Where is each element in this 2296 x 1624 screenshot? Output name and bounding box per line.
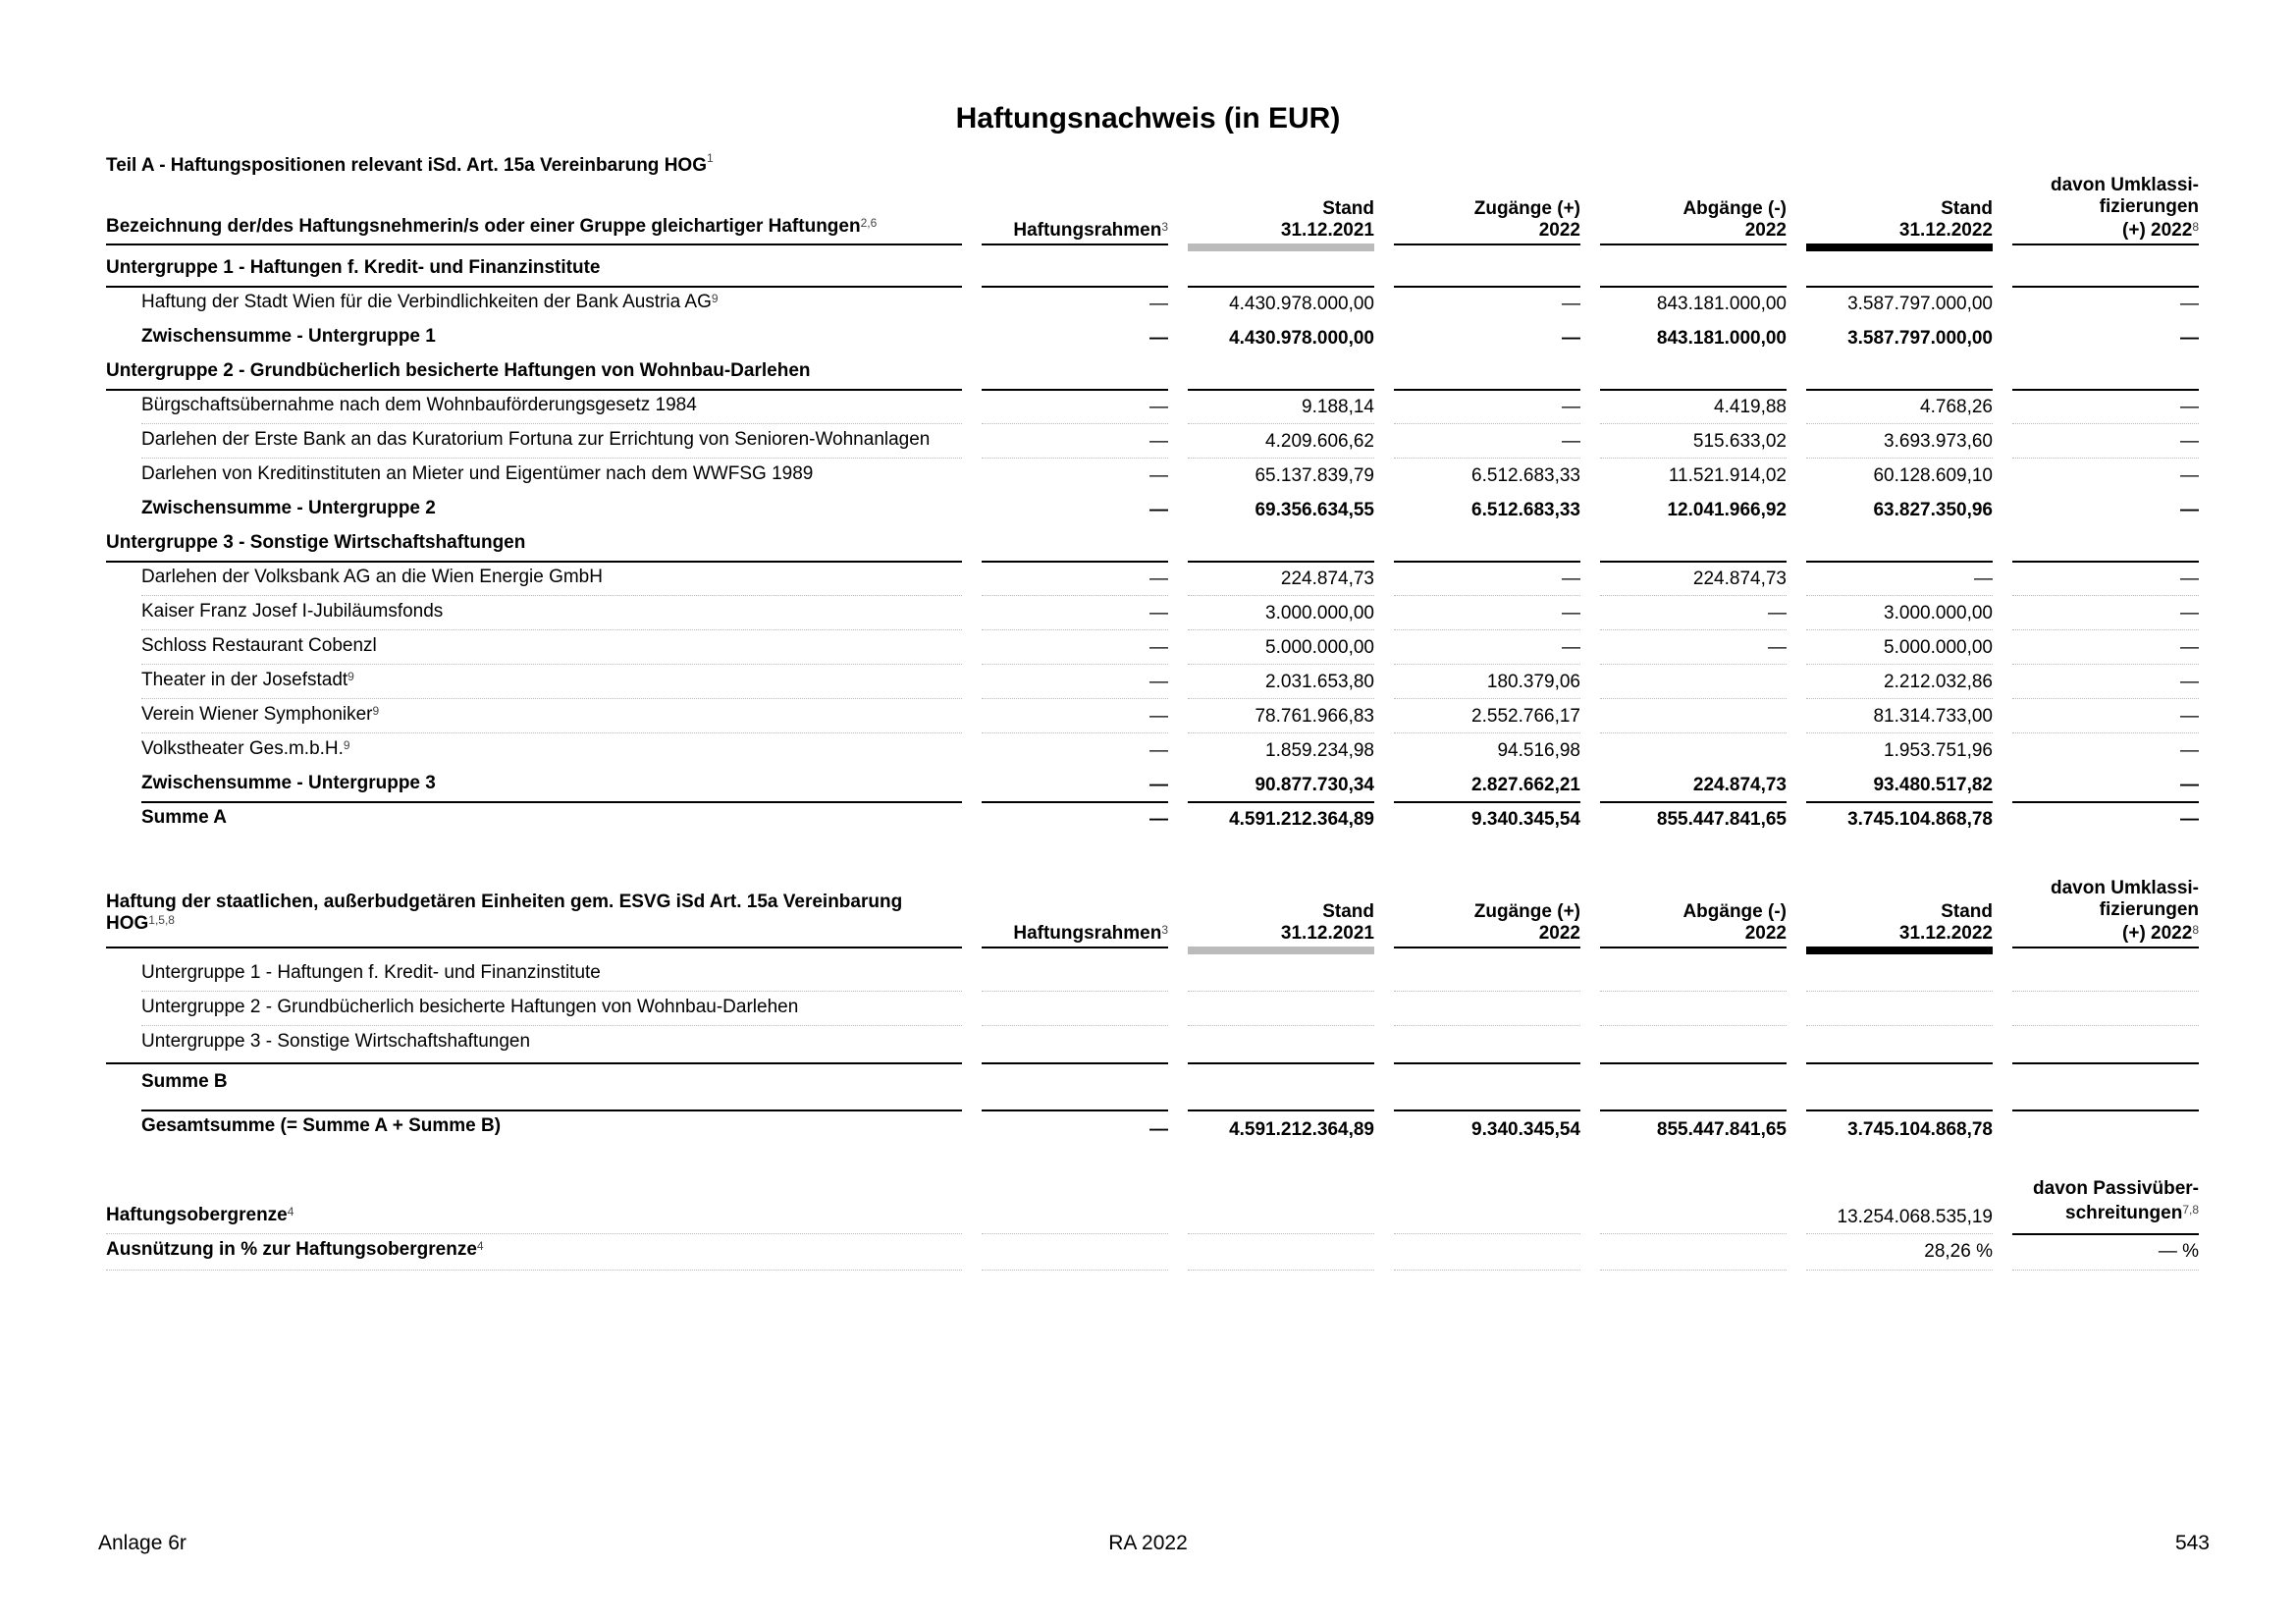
ausnuetzung-value: 28,26 % xyxy=(1924,1241,1993,1262)
row-divider xyxy=(141,1025,962,1026)
table-cell: — xyxy=(2180,637,2199,658)
row-divider xyxy=(982,991,1168,992)
header-stand-2021: Stand xyxy=(1322,198,1374,219)
table-cell: — xyxy=(1562,568,1580,589)
table-cell: — xyxy=(2180,431,2199,452)
row-divider xyxy=(1188,423,1374,424)
gesamtsumme-cell: — xyxy=(1149,1119,1168,1140)
row-divider xyxy=(141,991,962,992)
row-divider xyxy=(1394,664,1580,665)
header-highlight-2022 xyxy=(1806,244,1993,251)
header-abgaenge: Abgänge (-) xyxy=(1682,198,1787,219)
table-cell: 3.000.000,00 xyxy=(1884,603,1993,623)
group-rule xyxy=(2012,389,2199,391)
table-cell: — xyxy=(1149,294,1168,314)
row-divider xyxy=(982,1233,1168,1234)
row-divider xyxy=(141,732,962,733)
table-cell: 855.447.841,65 xyxy=(1656,809,1787,830)
row-divider xyxy=(1806,629,1993,630)
row-divider xyxy=(1600,991,1787,992)
row-divider xyxy=(1188,698,1374,699)
header-stand-2022-date: 31.12.2022 xyxy=(1898,220,1993,241)
row-divider xyxy=(2012,991,2199,992)
row-divider xyxy=(1600,732,1787,733)
summe-b-rule xyxy=(1188,1110,1374,1111)
group-rule xyxy=(982,286,1168,288)
ausnuetzung-passiv: — % xyxy=(2158,1241,2199,1262)
part-b-title: Haftung der staatlichen, außerbudgetären Einheiten gem. ESVG iSd Art. 15a Vereinbarung HOG$^{1,5,8}$ xyxy=(106,892,903,934)
footer-center: RA 2022 xyxy=(1108,1532,1188,1554)
table-cell: — xyxy=(1149,809,1168,830)
row-divider xyxy=(1188,1233,1374,1234)
header-umklass-2: fizierungen xyxy=(2099,899,2199,920)
row-divider xyxy=(982,664,1168,665)
table-cell: — xyxy=(2180,775,2199,795)
row-divider xyxy=(982,1270,1168,1271)
row-divider xyxy=(1600,1233,1787,1234)
row-divider xyxy=(982,732,1168,733)
group-rule xyxy=(1806,286,1993,288)
row-divider xyxy=(1806,423,1993,424)
row-divider xyxy=(1394,423,1580,424)
footer-left: Anlage 6r xyxy=(98,1532,187,1554)
row-divider xyxy=(1600,664,1787,665)
header-rule xyxy=(1600,947,1787,948)
table-cell: 180.379,06 xyxy=(1486,672,1580,692)
row-divider xyxy=(2012,664,2199,665)
row-divider xyxy=(106,1270,962,1271)
table-cell: — xyxy=(1562,603,1580,623)
header-zugaenge: Zugänge (+) xyxy=(1473,198,1580,219)
table-cell: 4.419,88 xyxy=(1714,397,1787,417)
group-rule xyxy=(2012,286,2199,288)
part-b-row-label: Untergruppe 3 - Sonstige Wirtschaftshaftungen xyxy=(141,1031,531,1052)
group-rule xyxy=(1600,561,1787,563)
gesamtsumme-cell: 9.340.345,54 xyxy=(1471,1119,1580,1140)
table-cell: 3.745.104.868,78 xyxy=(1847,809,1993,830)
group-heading: Untergruppe 2 - Grundbücherlich besicherte Haftungen von Wohnbau-Darlehen xyxy=(106,360,811,381)
table-cell: — xyxy=(2180,568,2199,589)
gesamtsumme-cell: 855.447.841,65 xyxy=(1656,1119,1787,1140)
group-rule xyxy=(982,389,1168,391)
row-divider xyxy=(1394,595,1580,596)
part-b-rule xyxy=(106,1062,962,1064)
group-rule xyxy=(1806,389,1993,391)
subtotal-rule xyxy=(1806,801,1993,803)
row-divider xyxy=(1188,991,1374,992)
header-zugaenge: Zugänge (+) xyxy=(1473,901,1580,922)
row-divider xyxy=(141,423,962,424)
summe-b-rule xyxy=(1600,1110,1787,1111)
table-row-label: Darlehen der Volksbank AG an die Wien Energie GmbH xyxy=(141,567,603,587)
table-cell: 224.874,73 xyxy=(1692,568,1787,589)
table-cell: 65.137.839,79 xyxy=(1255,465,1374,486)
table-cell: — xyxy=(2180,397,2199,417)
group-rule xyxy=(1600,389,1787,391)
row-divider xyxy=(1188,1025,1374,1026)
row-divider xyxy=(1394,458,1580,459)
row-divider xyxy=(1188,595,1374,596)
table-cell: 94.516,98 xyxy=(1497,740,1580,761)
table-cell: 2.031.653,80 xyxy=(1265,672,1374,692)
row-divider xyxy=(1806,1270,1993,1271)
part-b-rule xyxy=(1394,1062,1580,1064)
row-divider xyxy=(1188,664,1374,665)
subtotal-rule xyxy=(141,801,962,803)
table-cell: 1.953.751,96 xyxy=(1884,740,1993,761)
table-cell: — xyxy=(1149,465,1168,486)
subtotal-rule xyxy=(1188,801,1374,803)
group-rule xyxy=(1806,561,1993,563)
table-row-label: Theater in der Josefstadt$^9$ xyxy=(141,670,354,690)
table-cell: — xyxy=(1768,637,1787,658)
row-divider xyxy=(2012,423,2199,424)
table-cell: 3.587.797.000,00 xyxy=(1847,328,1993,349)
subtotal-label: Zwischensumme - Untergruppe 2 xyxy=(141,498,436,518)
row-divider xyxy=(982,629,1168,630)
header-zugaenge-year: 2022 xyxy=(1538,220,1580,241)
subtotal-rule xyxy=(1600,801,1787,803)
row-divider xyxy=(141,664,962,665)
row-divider xyxy=(1806,1025,1993,1026)
part-b-rule xyxy=(1806,1062,1993,1064)
table-cell: — xyxy=(1149,775,1168,795)
row-divider xyxy=(2012,458,2199,459)
table-cell: — xyxy=(1149,328,1168,349)
table-cell: 81.314.733,00 xyxy=(1873,706,1993,727)
table-cell: 93.480.517,82 xyxy=(1873,775,1993,795)
table-cell: 3.693.973,60 xyxy=(1884,431,1993,452)
header-abgaenge-year: 2022 xyxy=(1744,220,1787,241)
passiv-header-2: schreitungen$^{7,8}$ xyxy=(2065,1203,2199,1223)
row-divider xyxy=(1806,1233,1993,1234)
table-cell: 4.591.212.364,89 xyxy=(1229,809,1374,830)
passiv-rule xyxy=(2012,1233,2199,1235)
row-divider xyxy=(1394,1025,1580,1026)
group-rule xyxy=(1394,561,1580,563)
table-cell: 78.761.966,83 xyxy=(1255,706,1374,727)
row-divider xyxy=(1394,991,1580,992)
ausnuetzung-label: Ausnützung in % zur Haftungsobergrenze$^4$ xyxy=(106,1239,484,1260)
header-abgaenge: Abgänge (-) xyxy=(1682,901,1787,922)
summe-b-rule xyxy=(2012,1110,2199,1111)
table-row-label: Darlehen der Erste Bank an das Kuratorium Fortuna zur Errichtung von Senioren-Wohnanlagen xyxy=(141,429,931,450)
row-divider xyxy=(1394,629,1580,630)
row-divider xyxy=(982,423,1168,424)
group-rule xyxy=(106,286,962,288)
header-highlight-2021 xyxy=(1188,947,1374,954)
group-rule xyxy=(982,561,1168,563)
table-cell: — xyxy=(1562,294,1580,314)
table-cell: 1.859.234,98 xyxy=(1265,740,1374,761)
header-umklass-3: (+) 2022$^8$ xyxy=(2122,923,2199,944)
table-cell: — xyxy=(2180,294,2199,314)
table-cell: 2.552.766,17 xyxy=(1471,706,1580,727)
header-umklass: davon Umklassi- xyxy=(2051,878,2199,898)
header-rule xyxy=(2012,244,2199,245)
row-divider xyxy=(1806,732,1993,733)
table-cell: 9.340.345,54 xyxy=(1471,809,1580,830)
header-rahmen: Haftungsrahmen$^3$ xyxy=(1013,923,1168,944)
table-cell: — xyxy=(2180,465,2199,486)
header-rule xyxy=(982,947,1168,948)
row-divider xyxy=(982,595,1168,596)
row-divider xyxy=(1394,1270,1580,1271)
table-row-label: Darlehen von Kreditinstituten an Mieter und Eigentümer nach dem WWFSG 1989 xyxy=(141,463,814,484)
table-cell: 6.512.683,33 xyxy=(1471,465,1580,486)
row-divider xyxy=(1806,458,1993,459)
table-cell: 11.521.914,02 xyxy=(1668,465,1787,486)
haftungsobergrenze-value: 13.254.068.535,19 xyxy=(1837,1207,1993,1227)
gesamtsumme-label: Gesamtsumme (= Summe A + Summe B) xyxy=(141,1115,502,1136)
group-rule xyxy=(2012,561,2199,563)
row-divider xyxy=(982,458,1168,459)
row-divider xyxy=(1600,698,1787,699)
table-cell: — xyxy=(2180,672,2199,692)
table-cell: — xyxy=(2180,603,2199,623)
row-divider xyxy=(2012,732,2199,733)
row-divider xyxy=(1600,629,1787,630)
part-a-title: Teil A - Haftungspositionen relevant iSd. Art. 15a Vereinbarung HOG$^1$ xyxy=(106,151,714,176)
summe-b-rule xyxy=(1394,1110,1580,1111)
table-cell: 60.128.609,10 xyxy=(1873,465,1993,486)
row-divider xyxy=(2012,595,2199,596)
group-rule xyxy=(1188,561,1374,563)
table-cell: — xyxy=(1149,397,1168,417)
subtotal-rule xyxy=(2012,801,2199,803)
header-rule xyxy=(1394,244,1580,245)
row-divider xyxy=(1394,698,1580,699)
row-divider xyxy=(982,698,1168,699)
group-rule xyxy=(106,389,962,391)
group-rule xyxy=(1600,286,1787,288)
header-highlight-2022 xyxy=(1806,947,1993,954)
row-divider xyxy=(1806,991,1993,992)
group-rule xyxy=(1188,286,1374,288)
table-cell: 224.874,73 xyxy=(1692,775,1787,795)
table-cell: 63.827.350,96 xyxy=(1873,500,1993,520)
header-stand-2022: Stand xyxy=(1941,901,1993,922)
group-rule xyxy=(1188,389,1374,391)
table-cell: — xyxy=(1562,397,1580,417)
subtotal-label: Zwischensumme - Untergruppe 3 xyxy=(141,773,436,793)
gesamtsumme-cell: 4.591.212.364,89 xyxy=(1229,1119,1374,1140)
row-divider xyxy=(1188,629,1374,630)
row-divider xyxy=(141,698,962,699)
table-cell: — xyxy=(1562,637,1580,658)
row-divider xyxy=(1188,732,1374,733)
row-divider xyxy=(1806,595,1993,596)
subtotal-label: Summe A xyxy=(141,807,227,828)
table-cell: 2.827.662,21 xyxy=(1471,775,1580,795)
haftungsobergrenze-label: Haftungsobergrenze$^4$ xyxy=(106,1205,294,1225)
header-stand-2022-date: 31.12.2022 xyxy=(1898,923,1993,944)
row-divider xyxy=(2012,1025,2199,1026)
row-divider xyxy=(106,1233,962,1234)
row-divider xyxy=(1188,458,1374,459)
table-row-label: Schloss Restaurant Cobenzl xyxy=(141,635,377,656)
header-rule xyxy=(1600,244,1787,245)
passiv-header: davon Passivüber- xyxy=(2033,1178,2199,1199)
header-rule xyxy=(2012,947,2199,948)
table-cell: — xyxy=(1149,740,1168,761)
part-b-rule xyxy=(982,1062,1168,1064)
header-rahmen: Haftungsrahmen$^3$ xyxy=(1013,220,1168,241)
table-cell: — xyxy=(1768,603,1787,623)
table-cell: 5.000.000,00 xyxy=(1884,637,1993,658)
table-cell: 3.000.000,00 xyxy=(1265,603,1374,623)
table-cell: 5.000.000,00 xyxy=(1265,637,1374,658)
row-divider xyxy=(1188,1270,1374,1271)
row-divider xyxy=(2012,629,2199,630)
row-divider xyxy=(1600,423,1787,424)
part-b-rule xyxy=(1600,1062,1787,1064)
table-cell: 843.181.000,00 xyxy=(1656,328,1787,349)
table-cell: — xyxy=(1149,637,1168,658)
table-cell: — xyxy=(2180,809,2199,830)
row-divider xyxy=(141,458,962,459)
table-cell: — xyxy=(1149,568,1168,589)
table-row-label: Verein Wiener Symphoniker$^9$ xyxy=(141,704,380,725)
table-cell: 90.877.730,34 xyxy=(1255,775,1374,795)
header-umklass-3: (+) 2022$^8$ xyxy=(2122,220,2199,241)
table-cell: 4.430.978.000,00 xyxy=(1229,294,1374,314)
table-row-label: Haftung der Stadt Wien für die Verbindlichkeiten der Bank Austria $AG^9$ xyxy=(141,292,719,312)
table-row-label: Volkstheater Ges.m.b.H.$^9$ xyxy=(141,738,350,759)
header-umklass: davon Umklassi- xyxy=(2051,175,2199,195)
row-divider xyxy=(2012,698,2199,699)
header-highlight-2021 xyxy=(1188,244,1374,251)
gesamtsumme-cell: 3.745.104.868,78 xyxy=(1847,1119,1993,1140)
subtotal-rule xyxy=(1394,801,1580,803)
table-cell: — xyxy=(2180,328,2199,349)
table-cell: 515.633,02 xyxy=(1692,431,1787,452)
subtotal-rule xyxy=(982,801,1168,803)
table-cell: — xyxy=(1149,500,1168,520)
row-divider xyxy=(1600,1270,1787,1271)
header-stand-2021: Stand xyxy=(1322,901,1374,922)
table-cell: 4.768,26 xyxy=(1920,397,1993,417)
table-cell: 224.874,73 xyxy=(1280,568,1374,589)
summe-b-rule xyxy=(982,1110,1168,1111)
page-title: Haftungsnachweis (in EUR) xyxy=(955,102,1341,135)
table-cell: 4.209.606,62 xyxy=(1265,431,1374,452)
summe-b-rule xyxy=(1806,1110,1993,1111)
part-b-row-label: Untergruppe 1 - Haftungen f. Kredit- und Finanzinstitute xyxy=(141,962,601,983)
part-b-rule xyxy=(1188,1062,1374,1064)
row-divider xyxy=(141,629,962,630)
row-divider xyxy=(1806,698,1993,699)
header-rule xyxy=(106,947,962,948)
header-rule xyxy=(982,244,1168,245)
table-row-label: Kaiser Franz Josef I-Jubiläumsfonds xyxy=(141,601,444,622)
table-row-label: Bürgschaftsübernahme nach dem Wohnbauförderungsgesetz 1984 xyxy=(141,395,697,415)
row-divider xyxy=(2012,1270,2199,1271)
group-rule xyxy=(1394,389,1580,391)
group-heading: Untergruppe 1 - Haftungen f. Kredit- und Finanzinstitute xyxy=(106,257,601,278)
row-divider xyxy=(1600,595,1787,596)
header-stand-2021-date: 31.12.2021 xyxy=(1280,220,1374,241)
subtotal-label: Zwischensumme - Untergruppe 1 xyxy=(141,326,436,347)
row-divider xyxy=(1806,664,1993,665)
table-cell: — xyxy=(1149,603,1168,623)
footer-page-number: 543 xyxy=(2174,1532,2210,1554)
header-abgaenge-year: 2022 xyxy=(1744,923,1787,944)
header-stand-2022: Stand xyxy=(1941,198,1993,219)
table-cell: — xyxy=(2180,706,2199,727)
table-cell: 2.212.032,86 xyxy=(1884,672,1993,692)
row-divider xyxy=(982,1025,1168,1026)
part-b-rule xyxy=(2012,1062,2199,1064)
table-cell: 843.181.000,00 xyxy=(1656,294,1787,314)
table-cell: 4.430.978.000,00 xyxy=(1229,328,1374,349)
header-rule xyxy=(1394,947,1580,948)
table-cell: 69.356.634,55 xyxy=(1255,500,1374,520)
table-cell: 6.512.683,33 xyxy=(1471,500,1580,520)
header-umklass-2: fizierungen xyxy=(2099,196,2199,217)
table-cell: — xyxy=(2180,740,2199,761)
header-stand-2021-date: 31.12.2021 xyxy=(1280,923,1374,944)
summe-b-label: Summe B xyxy=(141,1071,228,1092)
table-cell: — xyxy=(1974,568,1993,589)
table-cell: 3.587.797.000,00 xyxy=(1847,294,1993,314)
group-heading: Untergruppe 3 - Sonstige Wirtschaftshaftungen xyxy=(106,532,526,553)
header-bezeichnung: Bezeichnung der/des Haftungsnehmerin/s oder einer Gruppe gleichartiger Haftungen$^{2,6}$ xyxy=(106,216,878,237)
row-divider xyxy=(1394,732,1580,733)
summe-b-rule xyxy=(141,1110,962,1111)
row-divider xyxy=(1600,458,1787,459)
part-b-row-label: Untergruppe 2 - Grundbücherlich besicherte Haftungen von Wohnbau-Darlehen xyxy=(141,997,799,1017)
row-divider xyxy=(1394,1233,1580,1234)
table-cell: — xyxy=(1149,431,1168,452)
table-cell: 9.188,14 xyxy=(1302,397,1374,417)
row-divider xyxy=(1600,1025,1787,1026)
group-rule xyxy=(1394,286,1580,288)
row-divider xyxy=(141,595,962,596)
table-cell: — xyxy=(2180,500,2199,520)
table-cell: — xyxy=(1149,672,1168,692)
table-cell: 12.041.966,92 xyxy=(1667,500,1787,520)
header-rule xyxy=(106,244,962,245)
header-zugaenge-year: 2022 xyxy=(1538,923,1580,944)
table-cell: — xyxy=(1562,431,1580,452)
table-cell: — xyxy=(1149,706,1168,727)
table-cell: — xyxy=(1562,328,1580,349)
group-rule xyxy=(106,561,962,563)
